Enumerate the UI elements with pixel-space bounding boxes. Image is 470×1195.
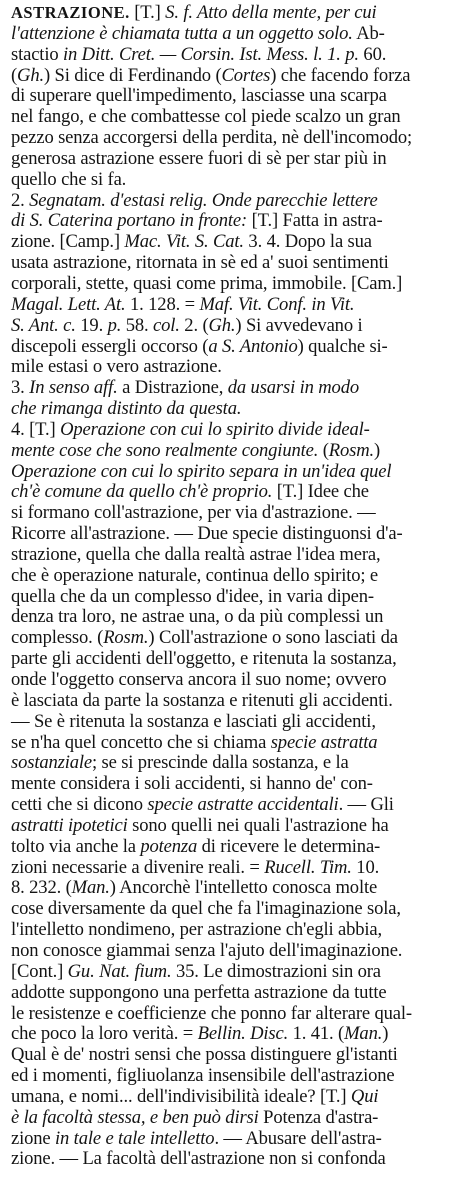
text-segment: usata astrazione, ritornata in sè ed a' suoi sentimenti xyxy=(11,252,389,274)
italic-text: S. Ant. c. xyxy=(11,314,76,336)
text-segment: [Cont.] xyxy=(11,960,68,982)
text-segment: ) xyxy=(374,439,381,461)
text-segment: [T.] xyxy=(129,2,166,23)
text-segment: stactio xyxy=(11,43,63,65)
text-segment: zioni necessarie a divenire reali. = xyxy=(11,856,265,878)
text-line xyxy=(11,712,460,733)
italic-text: specie astratte accidentali xyxy=(147,794,339,816)
italic-text: che rimanga distinto da questa. xyxy=(11,398,242,420)
italic-text: in Ditt. Cret. — Corsin. Ist. Mess. l. 1. p. xyxy=(63,43,359,65)
text-segment: — Se è ritenuta la sostanza e lasciati gli accidenti, xyxy=(11,710,376,732)
text-line xyxy=(11,816,460,837)
text-line xyxy=(11,858,460,879)
text-segment: le resistenze e coefficienze che ponno far alterare qual- xyxy=(11,1002,412,1024)
text-line xyxy=(11,232,460,253)
italic-text: è la facoltà stessa, e ben può dirsi xyxy=(11,1106,259,1128)
text-line xyxy=(11,1149,460,1170)
text-segment: zione xyxy=(11,1127,56,1149)
text-segment: . — Abusare dell'astra- xyxy=(214,1127,382,1149)
text-line xyxy=(11,1066,460,1087)
text-line xyxy=(11,253,460,274)
text-segment: umana, e nomi... dell'indivisibilità ideale? [T.] xyxy=(11,1085,351,1107)
text-segment: nel fango, e che combattesse col piede scalzo un gran xyxy=(11,106,401,128)
text-line xyxy=(11,878,460,899)
text-line xyxy=(11,1004,460,1025)
text-segment: 2. ( xyxy=(179,314,209,336)
italic-text: Gu. Nat. fium. xyxy=(67,960,172,982)
text-segment: ) Coll'astrazione o sono lasciati da xyxy=(148,627,398,649)
text-segment: ; se si prescinde dalla sostanza, e la xyxy=(92,752,349,774)
italic-text: da usarsi in modo xyxy=(227,377,359,399)
text-line xyxy=(11,378,460,399)
text-segment: generosa astrazione essere fuori di sè per star più in xyxy=(11,147,387,169)
text-line xyxy=(11,1087,460,1108)
text-segment: 2. xyxy=(11,189,30,211)
text-segment: strazione, quella che dalla realtà astrae l'idea mera, xyxy=(11,543,381,565)
text-line xyxy=(11,920,460,941)
italic-text: Cortes xyxy=(221,64,271,86)
text-segment: l'intelletto nondimeno, per astrazione ch'egli abbia, xyxy=(11,919,383,941)
text-line xyxy=(11,462,460,483)
text-segment: Qual è de' nostri sensi che possa distinguere gl'istanti xyxy=(11,1044,398,1066)
italic-text: Operazione con cui lo spirito separa in un'idea quel xyxy=(11,460,392,482)
dictionary-entry-astrazione xyxy=(11,3,460,1170)
text-segment: Potenza d'astra- xyxy=(258,1106,379,1128)
italic-text: sostanziale xyxy=(11,752,92,774)
italic-text: Mac. Vit. S. Cat. xyxy=(124,231,244,253)
text-line xyxy=(11,503,460,524)
italic-text: potenza xyxy=(140,835,198,857)
text-segment: 4. [T.] xyxy=(11,418,61,440)
text-line xyxy=(11,128,460,149)
text-segment: ) Si avvedevano i xyxy=(235,314,363,336)
text-segment: 19. xyxy=(75,314,108,336)
text-segment: è lasciata da parte la sostanza e ritenuti gli accidenti. xyxy=(11,689,393,711)
text-line xyxy=(11,607,460,628)
text-segment: cetti che si dicono xyxy=(11,794,148,816)
italic-text: Rucell. Tim. xyxy=(264,856,352,878)
text-line xyxy=(11,24,460,45)
text-segment: ) qualche si- xyxy=(297,335,388,357)
text-line xyxy=(11,316,460,337)
text-line xyxy=(11,899,460,920)
text-segment: ) Ancorchè l'intelletto conosca molte xyxy=(109,877,378,899)
text-segment: Ab- xyxy=(352,22,385,44)
headword: ASTRAZIONE. xyxy=(11,3,130,22)
text-segment: ed i momenti, figliuolanza insensibile dell'astrazione xyxy=(11,1065,395,1087)
text-segment: addotte suppongono una perfetta astrazione da tutte xyxy=(11,981,387,1003)
text-line xyxy=(11,357,460,378)
text-line xyxy=(11,337,460,358)
text-segment: parte gli accidenti dell'oggetto, e ritenuta la sostanza, xyxy=(11,648,397,670)
text-line xyxy=(11,107,460,128)
text-segment: ( xyxy=(318,439,329,461)
italic-text: In senso aff. xyxy=(29,377,118,399)
text-line xyxy=(11,1129,460,1150)
italic-text: a S. Antonio xyxy=(208,335,298,357)
text-segment: 3. xyxy=(11,377,30,399)
text-line xyxy=(11,628,460,649)
text-segment: 35. Le dimostrazioni sin ora xyxy=(171,960,381,982)
text-line xyxy=(11,1108,460,1129)
text-line xyxy=(11,753,460,774)
text-segment: ) xyxy=(382,1023,389,1045)
text-segment: di superare quell'impedimento, lasciasse una scarpa xyxy=(11,85,387,107)
italic-text: col. xyxy=(153,314,180,336)
text-line xyxy=(11,587,460,608)
italic-text: Man. xyxy=(344,1023,383,1045)
text-segment: quello che si fa. xyxy=(11,168,127,190)
text-line xyxy=(11,545,460,566)
text-line xyxy=(11,774,460,795)
text-segment: 3. 4. Dopo la sua xyxy=(243,231,372,253)
italic-text: astratti ipotetici xyxy=(11,814,128,836)
text-line xyxy=(11,295,460,316)
text-segment: discepoli essergli occorso ( xyxy=(11,335,209,357)
italic-text: in tale e tale intelletto xyxy=(55,1127,215,1149)
text-segment: zione. [Camp.] xyxy=(11,231,125,253)
italic-text: di S. Caterina portano in fronte: xyxy=(11,210,248,232)
text-segment: [T.] Idee che xyxy=(272,481,369,503)
text-segment: 1. 41. ( xyxy=(288,1023,345,1045)
text-line xyxy=(11,441,460,462)
text-line xyxy=(11,45,460,66)
text-line xyxy=(11,670,460,691)
text-line xyxy=(11,420,460,441)
text-line xyxy=(11,399,460,420)
italic-text: Man. xyxy=(71,877,110,899)
text-segment: ) Si dice di Ferdinando ( xyxy=(43,64,222,86)
text-segment: di ricevere le determina- xyxy=(197,835,381,857)
text-segment: complesso. ( xyxy=(11,627,104,649)
text-line xyxy=(11,524,460,545)
text-segment: tolto via anche la xyxy=(11,835,141,857)
text-line xyxy=(11,191,460,212)
text-line xyxy=(11,566,460,587)
text-segment: che è operazione naturale, continua dello spirito; e xyxy=(11,564,379,586)
text-segment: sono quelli nei quali l'astrazione ha xyxy=(127,814,389,836)
italic-text: Segnatam. d'estasi relig. Onde parecchie lettere xyxy=(29,189,378,211)
text-line xyxy=(11,170,460,191)
text-line xyxy=(11,962,460,983)
text-segment: a Distrazione, xyxy=(117,377,228,399)
italic-text: ch'è comune da quello ch'è proprio. xyxy=(11,481,273,503)
text-line xyxy=(11,211,460,232)
italic-text: Magal. Lett. At. xyxy=(11,293,126,315)
text-segment: pezzo senza accorgersi della perdita, nè dell'incomodo; xyxy=(11,127,413,149)
text-segment: si formano coll'astrazione, per via d'astrazione. — xyxy=(11,502,376,524)
text-segment: [T.] Fatta in astra- xyxy=(247,210,383,232)
text-line xyxy=(11,795,460,816)
text-line xyxy=(11,837,460,858)
text-line xyxy=(11,941,460,962)
text-line xyxy=(11,733,460,754)
italic-text: Gh. xyxy=(17,64,44,86)
text-line xyxy=(11,1045,460,1066)
text-segment: non conosce giammai senza l'ajuto dell'imaginazione. xyxy=(11,939,403,961)
italic-text: S. f. Atto della mente, per cui xyxy=(165,2,377,23)
italic-text: Maf. Vit. Conf. in Vit. xyxy=(199,293,355,315)
text-segment: Ricorre all'astrazione. — Due specie distinguonsi d'a- xyxy=(11,523,403,545)
text-segment: che poco la loro verità. = xyxy=(11,1023,198,1045)
italic-text: specie astratta xyxy=(270,731,378,753)
text-segment: se n'ha quel concetto che si chiama xyxy=(11,731,271,753)
italic-text: Operazione con cui lo spirito divide ideal- xyxy=(60,418,370,440)
text-segment: cose diversamente da quel che fa l'imaginazione sola, xyxy=(11,898,401,920)
text-line xyxy=(11,66,460,87)
text-segment: quella che da un complesso d'idee, in varia dipen- xyxy=(11,585,374,607)
text-segment: 1. 128. = xyxy=(125,293,200,315)
text-segment: denza tra loro, ne astrae una, o da più complessi un xyxy=(11,606,384,628)
text-segment: onde l'oggetto conserva ancora il suo nome; ovvero xyxy=(11,669,387,690)
italic-text: mente cose che sono realmente congiunte. xyxy=(11,439,319,461)
italic-text: Qui xyxy=(350,1085,379,1107)
text-line xyxy=(11,3,460,24)
text-segment: 8. 232. ( xyxy=(11,877,72,899)
text-segment: 60. xyxy=(358,43,387,65)
italic-text: p. xyxy=(107,314,122,336)
text-segment: . — Gli xyxy=(338,794,394,816)
text-segment: zione. — La facoltà dell'astrazione non si confonda xyxy=(11,1148,386,1170)
text-segment: 10. xyxy=(351,856,380,878)
text-line xyxy=(11,691,460,712)
text-line xyxy=(11,86,460,107)
text-line xyxy=(11,482,460,503)
text-segment: ( xyxy=(11,64,18,86)
italic-text: Rosm. xyxy=(328,439,374,461)
text-line xyxy=(11,274,460,295)
italic-text: Bellin. Disc. xyxy=(197,1023,289,1045)
text-line xyxy=(11,983,460,1004)
text-segment: mente considera i soli accidenti, si hanno de' con- xyxy=(11,773,373,795)
italic-text: Gh. xyxy=(208,314,236,336)
text-line xyxy=(11,649,460,670)
text-segment: mile estasi o vero astrazione. xyxy=(11,356,222,378)
text-segment: ) che facendo forza xyxy=(270,64,411,86)
text-line xyxy=(11,1024,460,1045)
text-segment: 58. xyxy=(121,314,154,336)
text-line xyxy=(11,149,460,170)
text-segment: corporali, stette, quasi come prima, immobile. [Cam.] xyxy=(11,272,403,294)
italic-text: l'attenzione è chiamata tutta a un oggetto solo. xyxy=(11,22,353,44)
italic-text: Rosm. xyxy=(103,627,149,649)
